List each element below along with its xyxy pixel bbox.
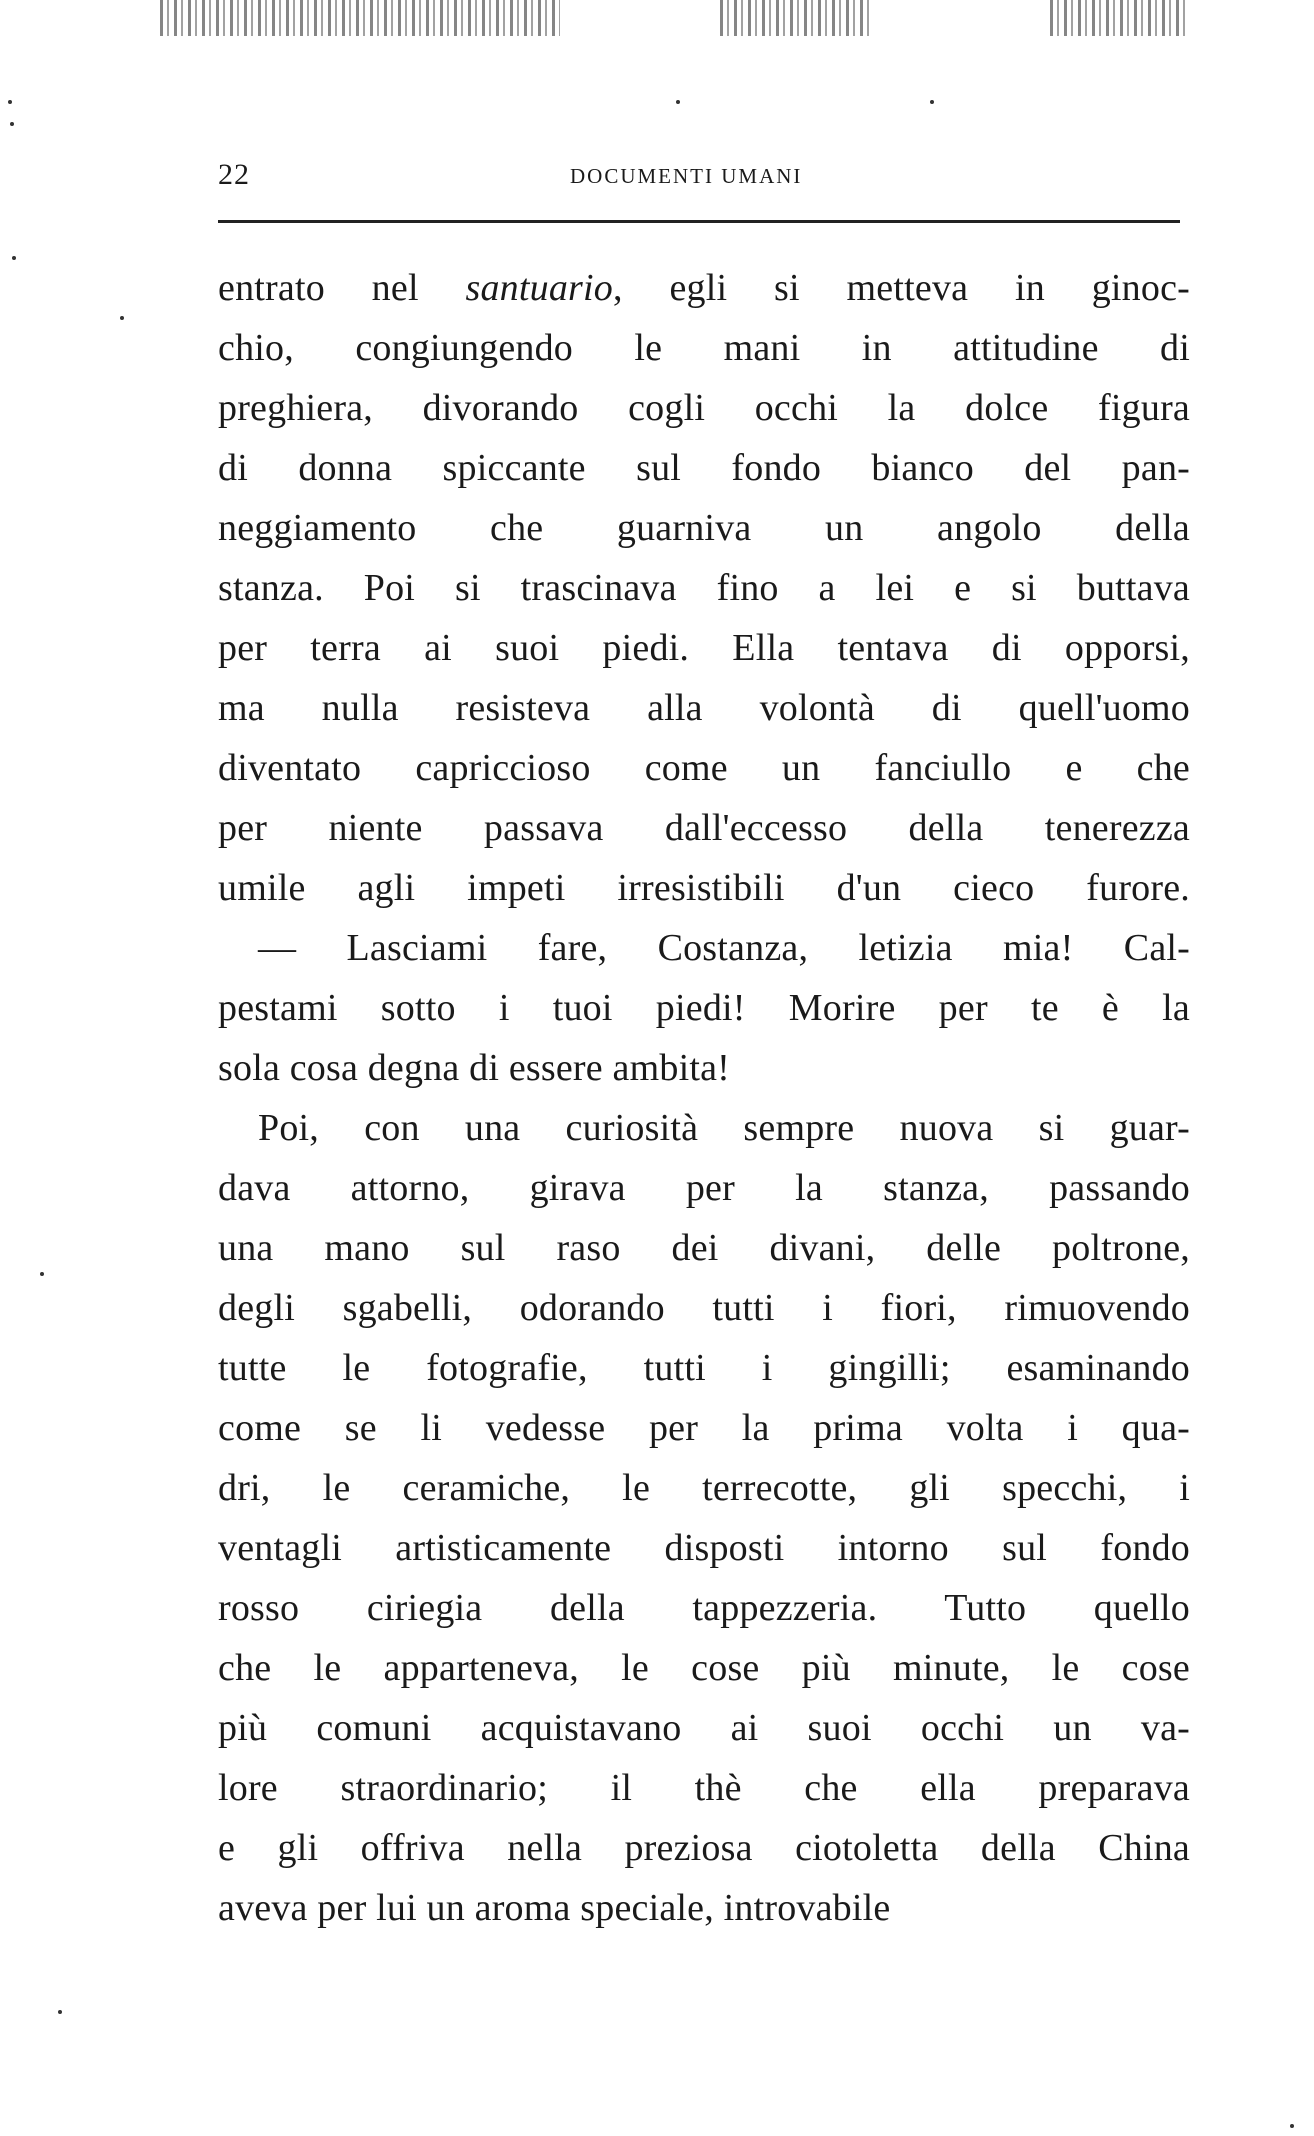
running-title: DOCUMENTI UMANI [570, 164, 803, 188]
text-line: più comuni acquistavano ai suoi occhi un va- [218, 1707, 1190, 1749]
text-line: tutte le fotografie, tutti i gingilli; esaminando [218, 1347, 1190, 1389]
text-line: ma nulla resisteva alla volontà di quell'uomo [218, 687, 1190, 729]
scan-speck [58, 2010, 62, 2014]
scan-noise-top-right [1050, 0, 1190, 36]
text-line: chio, congiungendo le mani in attitudine di [218, 327, 1190, 369]
text-line: rosso ciriegia della tappezzeria. Tutto quello [218, 1587, 1190, 1629]
text-fragment: , egli si metteva in ginoc- [612, 267, 1190, 309]
scan-speck [10, 122, 14, 126]
text-line: aveva per lui un aroma speciale, introvabile [218, 1887, 891, 1929]
text-line [218, 258, 1190, 318]
header-rule [218, 220, 1180, 223]
text-line: neggiamento che guarniva un angolo della [218, 507, 1190, 549]
text-line: preghiera, divorando cogli occhi la dolce figura [218, 387, 1190, 429]
text-line: ventagli artisticamente disposti intorno sul fondo [218, 1527, 1190, 1569]
text-line: diventato capriccioso come un fanciullo e che [218, 747, 1190, 789]
scan-noise-top-center [720, 0, 870, 36]
text-line: come se li vedesse per la prima volta i qua- [218, 1407, 1190, 1449]
text-line: che le apparteneva, le cose più minute, le cose [218, 1647, 1190, 1689]
text-line: per terra ai suoi piedi. Ella tentava di opporsi, [218, 627, 1190, 669]
text-line: per niente passava dall'eccesso della tenerezza [218, 807, 1190, 849]
text-line: una mano sul raso dei divani, delle poltrone, [218, 1227, 1190, 1269]
italic-word: santuario [465, 267, 613, 309]
text-fragment: entrato nel [218, 267, 466, 309]
scan-noise-top-left [160, 0, 560, 36]
text-line: sola cosa degna di essere ambita! [218, 1047, 731, 1089]
body-text [218, 258, 1190, 1938]
text-line: dri, le ceramiche, le terrecotte, gli specchi, i [218, 1467, 1190, 1509]
text-line: degli sgabelli, odorando tutti i fiori, rimuovendo [218, 1287, 1190, 1329]
text-line: e gli offriva nella preziosa ciotoletta della China [218, 1827, 1190, 1869]
text-line: stanza. Poi si trascinava fino a lei e si buttava [218, 567, 1190, 609]
scan-speck [40, 1272, 44, 1276]
text-line: — Lasciami fare, Costanza, letizia mia! Cal- [258, 927, 1190, 969]
text-line: umile agli impeti irresistibili d'un cieco furore. [218, 867, 1190, 909]
scan-speck [676, 100, 680, 104]
text-line: pestami sotto i tuoi piedi! Morire per te è la [218, 987, 1190, 1029]
scan-speck [1290, 2124, 1294, 2128]
scan-speck [8, 100, 12, 104]
text-line: lore straordinario; il thè che ella preparava [218, 1767, 1190, 1809]
page-number: 22 [218, 158, 250, 191]
scan-speck [930, 100, 934, 104]
text-line: Poi, con una curiosità sempre nuova si guar- [258, 1107, 1190, 1149]
scan-speck [120, 316, 124, 320]
page-header [218, 158, 1180, 198]
scan-speck [12, 256, 16, 260]
text-line: di donna spiccante sul fondo bianco del pan- [218, 447, 1190, 489]
text-line: dava attorno, girava per la stanza, passando [218, 1167, 1190, 1209]
